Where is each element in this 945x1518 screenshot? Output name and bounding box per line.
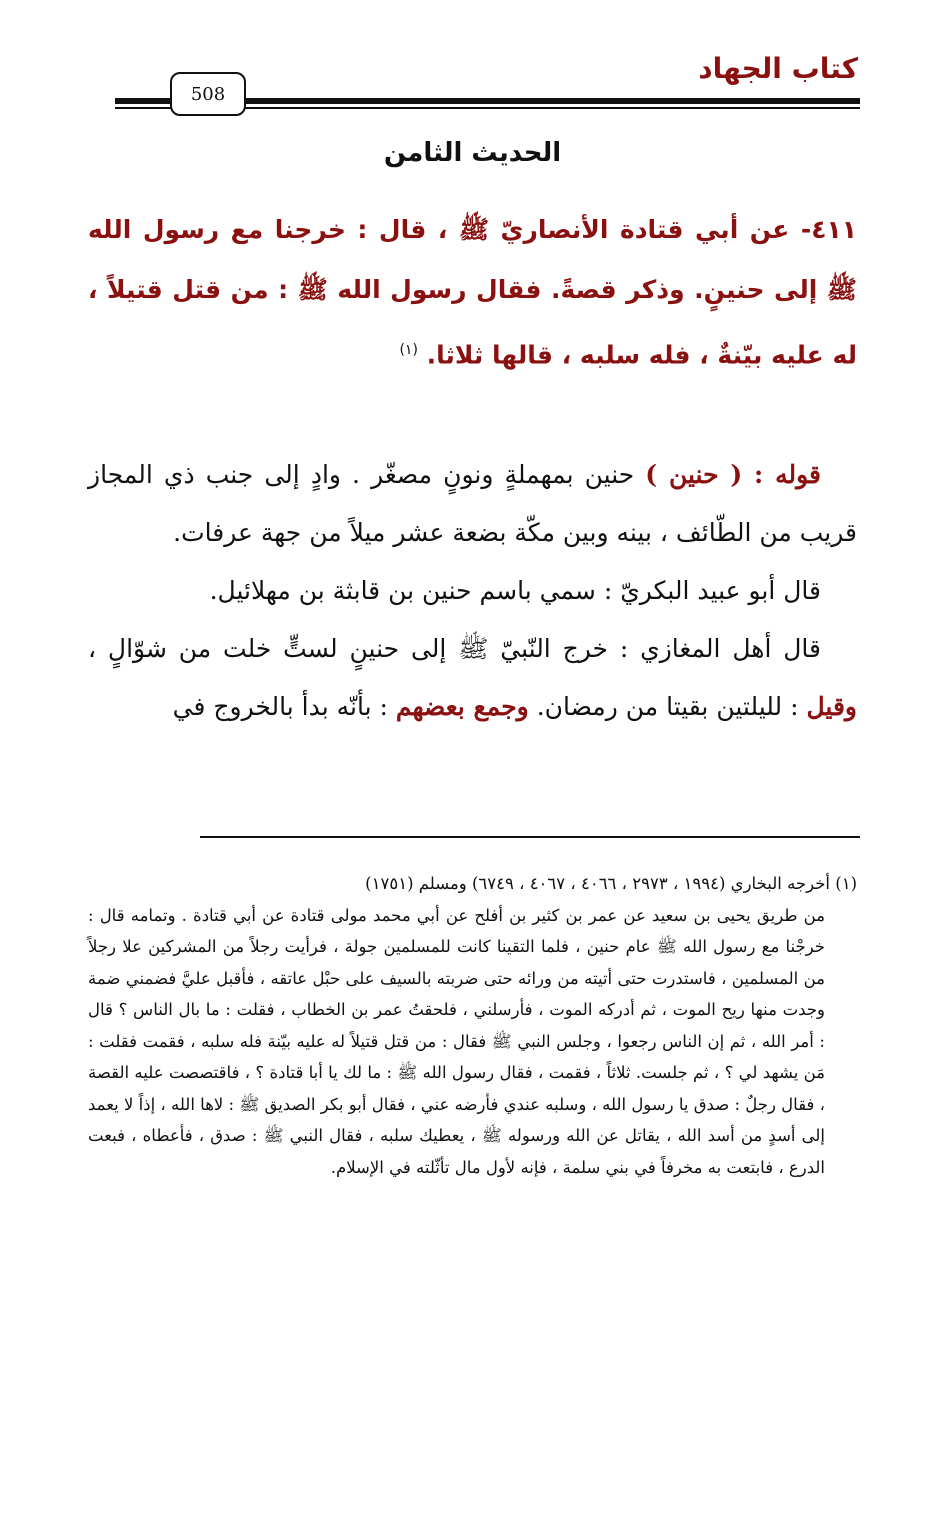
- commentary-lead: قوله : ( حنين ): [645, 460, 821, 489]
- page-number: 508: [170, 72, 246, 116]
- book-title: كتاب الجهاد: [698, 52, 858, 85]
- footnote-reference[interactable]: (١): [399, 342, 418, 358]
- commentary-red-2: وجمع بعضهم: [395, 692, 529, 721]
- commentary-text-1: حنين بمهملةٍ ونونٍ مصغّر . وادٍ إلى جنب ذي المجاز قريب من الطّائف ، بينه وبين مكّة بضعة عشر ميلاً من جهة عرفات.: [88, 460, 857, 547]
- footnote: [88, 868, 857, 1183]
- hadith-text-block: [88, 200, 857, 385]
- hadith-heading: الحديث الثامن: [383, 138, 562, 168]
- footnote-first-line: (١) أخرجه البخاري (١٩٩٤ ، ٢٩٧٣ ، ٤٠٦٦ ، ٤٠٦٧ ، ٦٧٤٩) ومسلم (١٧٥١): [365, 874, 857, 893]
- commentary: [88, 446, 857, 736]
- commentary-paragraph-2: قال أبو عبيد البكريّ : سمي باسم حنين بن قابثة بن مهلائيل.: [209, 576, 821, 605]
- commentary-text-3c: : بأنّه بدأ بالخروج في: [172, 692, 396, 721]
- commentary-paragraph-3: [88, 620, 857, 736]
- commentary-text-3a: قال أهل المغازي : خرج النّبيّ ﷺ إلى حنينٍ لستٍّ خلت من شوّالٍ ،: [88, 634, 821, 663]
- commentary-text-3b: : لليلتين بقيتا من رمضان.: [528, 692, 807, 721]
- commentary-red-1: وقيل: [806, 692, 857, 721]
- footnote-body: من طريق يحيى بن سعيد عن عمر بن كثير بن أفلح عن أبي محمد مولى قتادة عن أبي قتادة . وتمامه قال : خرجْنا مع رسول الله ﷺ عام حنين ، فلما التقينا كانت للمسلمين جولة ، فرأيت رجلاً من المشركين علا رجلاً من المسلمين ، فاستدرت حتى أتيته من ورائه حتى ضربته بالسيف على حبْل عاتقه ، فأقبل عليَّ فضمني ضمة وجدت منها ريح الموت ، ثم أدركه الموت ، فأرسلني ، فلحقتُ عمر بن الخطاب ، فقلت : ما بال الناس ؟ قال : أمر الله ، ثم إن الناس رجعوا ، وجلس النبي ﷺ فقال : من قتل قتيلاً له عليه بيّنة فله سلبه ، فقمت فقلت : مَن يشهد لي ؟ ، ثم جلست. ثلاثاً ، فقمت ، فقال رسول الله ﷺ : ما لك يا أبا قتادة ؟ ، فاقتصصت عليه القصة ، فقال رجلٌ : صدق يا رسول الله ، وسلبه عندي فأرضه عني ، فقال أبو بكر الصديق ﷺ : لاها الله ، إذاً لا يعمد إلى أسدٍ من أسد الله ، يقاتل عن الله ورسوله ﷺ ، يعطيك سلبه ، فقال النبي ﷺ : صدق ، فأعطاه ، فبعت الدرع ، فابتعت به مخرفاً في بني سلمة ، فإنه لأول مال تأثّلته في الإسلام.: [88, 905, 825, 1177]
- commentary-paragraph-1: [88, 446, 857, 562]
- hadith-text: ٤١١- عن أبي قتادة الأنصاريّ ﷺ ، قال : خرجنا مع رسول الله ﷺ إلى حنينٍ. وذكر قصةً. فقال رسول الله ﷺ : من قتل قتيلاً ، له عليه بيّنةٌ ، فله سلبه ، قالها ثلاثا.: [88, 215, 857, 370]
- footnote-separator: [200, 836, 860, 838]
